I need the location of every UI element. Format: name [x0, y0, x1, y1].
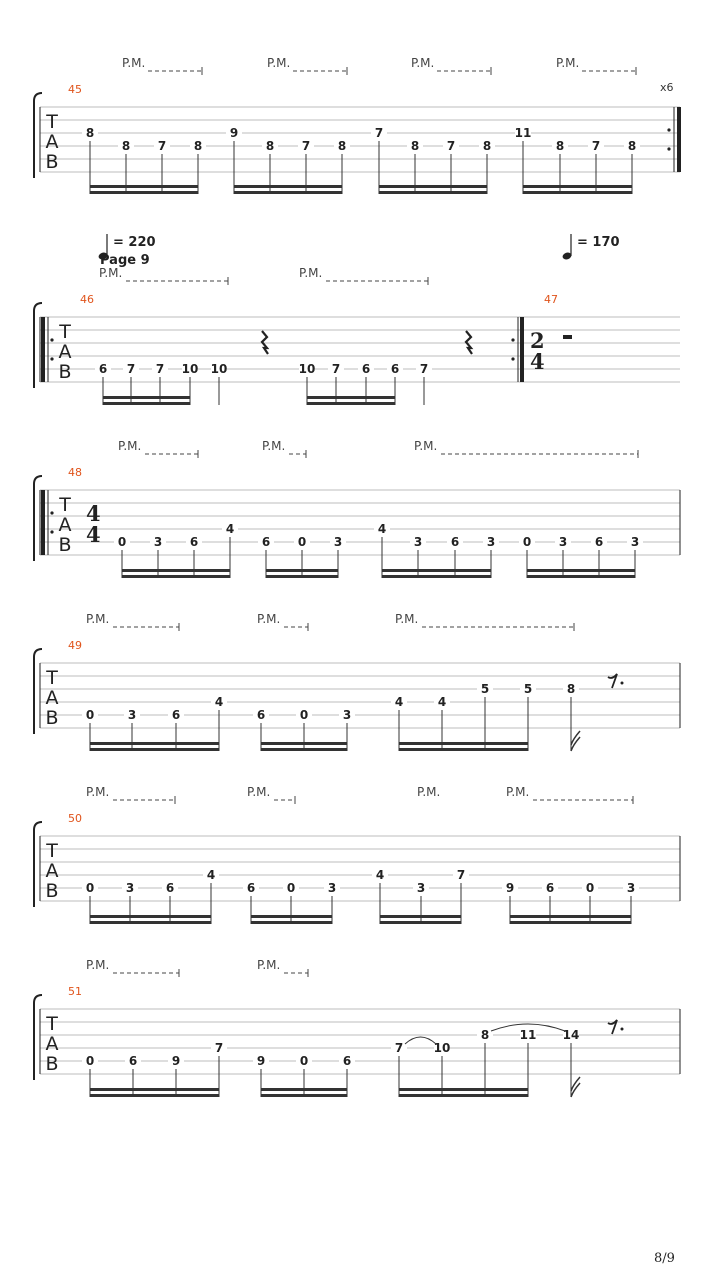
fret-number: 6 — [361, 362, 371, 376]
fret-number: 10 — [298, 362, 316, 376]
fret-number: 6 — [594, 535, 604, 549]
beam-primary — [510, 921, 631, 924]
fret-number: 6 — [256, 708, 266, 722]
rest-dot — [621, 682, 624, 685]
fret-number: 3 — [125, 881, 135, 895]
fret-number: 3 — [327, 881, 337, 895]
tab-clef-a: A — [58, 341, 72, 363]
tab-clef-b: B — [45, 151, 59, 173]
time-sig-4-4-top: 4 — [86, 501, 101, 526]
fret-number: 8 — [337, 139, 347, 153]
measure-number: 46 — [80, 293, 94, 306]
system-bracket — [34, 476, 42, 561]
fret-number: 6 — [261, 535, 271, 549]
beam-secondary — [90, 915, 211, 918]
fret-number: 6 — [165, 881, 175, 895]
tab-clef-a: A — [58, 514, 72, 536]
palm-mute-label: P.M. — [86, 785, 110, 799]
beam-secondary — [122, 569, 230, 572]
beam-secondary — [523, 185, 632, 188]
beam-primary — [266, 575, 338, 578]
tab-clef-a: A — [45, 860, 59, 882]
beam-secondary — [234, 185, 342, 188]
fret-number: 8 — [480, 1028, 490, 1042]
fret-number: 7 — [419, 362, 429, 376]
fret-number: 8 — [121, 139, 131, 153]
tab-clef-t: T — [46, 111, 58, 133]
repeat-dot — [511, 357, 514, 360]
tab-clef-a: A — [45, 1033, 59, 1055]
beam-secondary — [399, 1088, 528, 1091]
beam-primary — [261, 748, 347, 751]
tie-arc — [405, 1037, 436, 1044]
tab-clef-a: A — [45, 687, 59, 709]
palm-mute-label: P.M. — [556, 56, 580, 70]
beam-primary — [527, 575, 635, 578]
repeat-dot — [50, 530, 53, 533]
beam-primary — [399, 1094, 528, 1097]
fret-number: 8 — [566, 682, 576, 696]
repeat-dot — [50, 357, 53, 360]
tab-clef-t: T — [59, 321, 71, 343]
notation-overlay — [82, 126, 643, 1066]
palm-mute-label: P.M. — [86, 612, 110, 626]
fret-number: 10 — [210, 362, 228, 376]
fret-number: 3 — [333, 535, 343, 549]
measure-number: 50 — [68, 812, 82, 825]
palm-mute-label: P.M. — [122, 56, 146, 70]
fret-number: 0 — [117, 535, 127, 549]
tab-clef-b: B — [58, 361, 72, 383]
repeat-dot — [667, 128, 670, 131]
repeat-count: x6 — [660, 81, 674, 94]
fret-number: 4 — [394, 695, 404, 709]
fret-number: 7 — [157, 139, 167, 153]
beam-primary — [379, 191, 487, 194]
beam-secondary — [380, 915, 461, 918]
measure-number: 49 — [68, 639, 82, 652]
beam-secondary — [527, 569, 635, 572]
fret-number: 3 — [342, 708, 352, 722]
fret-number: 0 — [85, 1054, 95, 1068]
fret-number: 4 — [225, 522, 235, 536]
beam-primary — [261, 1094, 347, 1097]
beam-secondary — [266, 569, 338, 572]
beam-primary — [122, 575, 230, 578]
fret-number: 3 — [416, 881, 426, 895]
fret-number: 0 — [522, 535, 532, 549]
beam-primary — [90, 921, 211, 924]
fret-number: 0 — [299, 708, 309, 722]
fret-number: 8 — [410, 139, 420, 153]
tab-clef-b: B — [45, 707, 59, 729]
repeat-end-thick — [520, 317, 524, 382]
fret-number: 7 — [214, 1041, 224, 1055]
repeat-start-thick — [41, 490, 45, 555]
beam-primary — [399, 748, 528, 751]
fret-number: 10 — [181, 362, 199, 376]
beam-secondary — [90, 1088, 219, 1091]
palm-mute-label: P.M. — [86, 958, 110, 972]
beam-secondary — [90, 185, 198, 188]
beam-primary — [382, 575, 491, 578]
tab-clef-t: T — [46, 840, 58, 862]
tempo-text-170: = 170 — [577, 235, 620, 250]
beam-primary — [234, 191, 342, 194]
system-bracket — [34, 995, 42, 1080]
fret-number: 0 — [297, 535, 307, 549]
fret-number: 8 — [193, 139, 203, 153]
fret-number: 3 — [558, 535, 568, 549]
fret-number: 7 — [331, 362, 341, 376]
fret-number: 9 — [229, 126, 239, 140]
fret-number: 0 — [85, 881, 95, 895]
tab-clef-b: B — [45, 880, 59, 902]
palm-mute-label: P.M. — [267, 56, 291, 70]
beam-secondary — [510, 915, 631, 918]
page-label: Page 9 — [100, 253, 150, 268]
palm-mute-label: P.M. — [414, 439, 438, 453]
fret-number: 0 — [299, 1054, 309, 1068]
beam-primary — [90, 191, 198, 194]
fret-number: 7 — [374, 126, 384, 140]
tempo-text-220: = 220 — [113, 235, 156, 250]
fret-number: 7 — [155, 362, 165, 376]
fret-number: 8 — [482, 139, 492, 153]
fret-number: 6 — [171, 708, 181, 722]
palm-mute-label: P.M. — [118, 439, 142, 453]
tab-clef-t: T — [46, 667, 58, 689]
beam-primary — [103, 402, 190, 405]
fret-number: 9 — [171, 1054, 181, 1068]
fret-number: 3 — [626, 881, 636, 895]
fret-number: 0 — [85, 708, 95, 722]
palm-mute-label: P.M. — [257, 612, 281, 626]
fret-number: 6 — [246, 881, 256, 895]
fret-number: 9 — [256, 1054, 266, 1068]
tab-system-48 — [34, 450, 680, 561]
fret-number: 6 — [98, 362, 108, 376]
fret-number: 6 — [545, 881, 555, 895]
fret-number: 7 — [126, 362, 136, 376]
beam-secondary — [382, 569, 491, 572]
tab-clef-b: B — [58, 534, 72, 556]
palm-mute-label: P.M. — [395, 612, 419, 626]
palm-mute-label: P.M. — [257, 958, 281, 972]
note-flag — [571, 731, 580, 751]
beam-primary — [251, 921, 332, 924]
tab-clef-t: T — [46, 1013, 58, 1035]
tab-staves — [34, 67, 681, 1080]
beam-primary — [307, 402, 395, 405]
system-bracket — [34, 822, 42, 907]
fret-number: 7 — [301, 139, 311, 153]
fret-number: 3 — [630, 535, 640, 549]
beam-secondary — [379, 185, 487, 188]
half-rest — [563, 335, 572, 339]
fret-number: 8 — [627, 139, 637, 153]
fret-number: 6 — [390, 362, 400, 376]
beam-secondary — [399, 742, 528, 745]
palm-mute-label: P.M. — [411, 56, 435, 70]
fret-number: 3 — [153, 535, 163, 549]
system-bracket — [34, 649, 42, 734]
palm-mute-label: P.M. — [299, 266, 323, 280]
rest-dot — [621, 1028, 624, 1031]
system-bracket — [34, 303, 42, 388]
beam-primary — [523, 191, 632, 194]
measure-number: 48 — [68, 466, 82, 479]
fret-number: 7 — [591, 139, 601, 153]
fret-number: 11 — [519, 1028, 537, 1042]
page-number: 8/9 — [654, 1251, 675, 1266]
tempo-mark-170 — [562, 234, 620, 261]
fret-number: 3 — [413, 535, 423, 549]
fret-number: 11 — [514, 126, 532, 140]
fret-number: 7 — [456, 868, 466, 882]
tab-clef-t: T — [59, 494, 71, 516]
fret-number: 14 — [562, 1028, 580, 1042]
fret-number: 4 — [377, 522, 387, 536]
time-sig-4-4-bottom: 4 — [86, 522, 101, 547]
beam-secondary — [261, 742, 347, 745]
tab-system-45 — [34, 67, 681, 178]
beam-primary — [90, 748, 219, 751]
beam-secondary — [307, 396, 395, 399]
repeat-end-thick — [677, 107, 681, 172]
fret-number: 9 — [505, 881, 515, 895]
fret-number: 8 — [555, 139, 565, 153]
time-sig-2-4-bottom: 4 — [530, 349, 545, 374]
measure-number: 45 — [68, 83, 82, 96]
palm-mute-label: P.M. — [99, 266, 123, 280]
time-sig-2-4-top: 2 — [530, 328, 545, 353]
fret-number: 0 — [585, 881, 595, 895]
fret-number: 10 — [433, 1041, 451, 1055]
repeat-dot — [50, 338, 53, 341]
beam-secondary — [103, 396, 190, 399]
fret-number: 5 — [480, 682, 490, 696]
beam-primary — [380, 921, 461, 924]
system-bracket — [34, 93, 42, 178]
palm-mute-label: P.M. — [506, 785, 530, 799]
fret-number: 8 — [265, 139, 275, 153]
fret-number: 0 — [286, 881, 296, 895]
fret-number: 6 — [342, 1054, 352, 1068]
tab-notes — [86, 126, 639, 1097]
fret-number: 7 — [446, 139, 456, 153]
fret-number: 3 — [127, 708, 137, 722]
palm-mute-label: P.M. — [417, 785, 441, 799]
beam-secondary — [90, 742, 219, 745]
fret-number: 6 — [450, 535, 460, 549]
tab-clef-b: B — [45, 1053, 59, 1075]
fret-number: 8 — [85, 126, 95, 140]
measure-number: 47 — [544, 293, 558, 306]
fret-number: 4 — [375, 868, 385, 882]
note-flag — [571, 1077, 580, 1097]
beam-primary — [90, 1094, 219, 1097]
measure-number: 51 — [68, 985, 82, 998]
tab-clef-a: A — [45, 131, 59, 153]
beam-secondary — [261, 1088, 347, 1091]
fret-number: 3 — [486, 535, 496, 549]
repeat-start-thick — [41, 317, 45, 382]
fret-number: 7 — [394, 1041, 404, 1055]
repeat-dot — [511, 338, 514, 341]
beam-secondary — [251, 915, 332, 918]
fret-number: 4 — [437, 695, 447, 709]
fret-number: 4 — [214, 695, 224, 709]
palm-mute-label: P.M. — [262, 439, 286, 453]
fret-number: 5 — [523, 682, 533, 696]
fret-number: 6 — [128, 1054, 138, 1068]
fret-number: 4 — [206, 868, 216, 882]
repeat-dot — [50, 511, 53, 514]
palm-mute-label: P.M. — [247, 785, 271, 799]
fret-number: 6 — [189, 535, 199, 549]
repeat-dot — [667, 147, 670, 150]
